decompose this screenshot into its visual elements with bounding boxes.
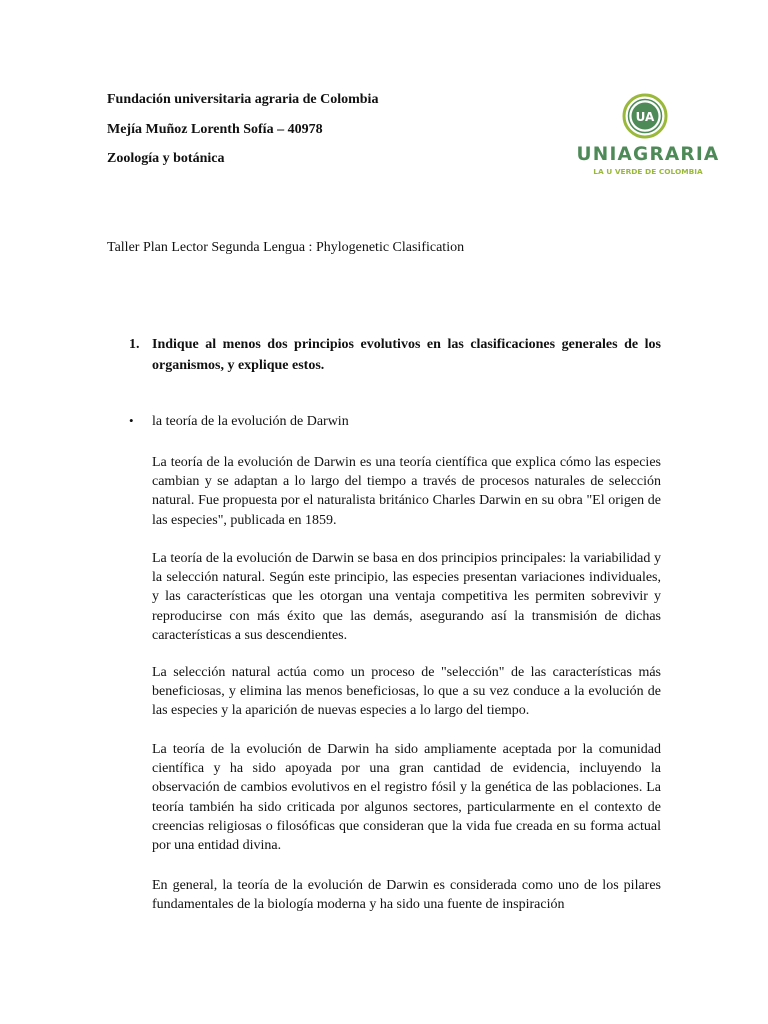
student-name: Mejía Muñoz Lorenth Sofía – 40978	[107, 122, 323, 137]
question-number: 1.	[129, 337, 140, 352]
question-1	[129, 334, 661, 376]
paragraph: La teoría de la evolución de Darwin se basa en dos principios principales: la variabilidad y la selección natural. Según este principio, las especies presentan variaciones individuales, y las características que les otorgan una ventaja competitiva les permiten sobrevivir y reproducirse con más éxito que las demás, asegurando así la transmisión de dichas características a sus descendientes.	[152, 551, 661, 643]
logo-wordmark: UNIAGRARIA	[576, 144, 720, 165]
institution-name: Fundación universitaria agraria de Colombia	[107, 92, 379, 107]
logo-tagline: LA U VERDE DE COLOMBIA	[593, 167, 703, 176]
paragraph: La teoría de la evolución de Darwin ha sido ampliamente aceptada por la comunidad científica y ha sido apoyada por una gran cantidad de evidencia, incluyendo la observación de cambios evolutivos en el registro fósil y la genética de las poblaciones. La teoría también ha sido criticada por algunos sectores, particularmente en el contexto de creencias religiosas o filosóficas que consideran que la vida fue creada en su forma actual por una entidad divina.	[152, 742, 661, 854]
paragraph: La teoría de la evolución de Darwin es una teoría científica que explica cómo las especies cambian y se adaptan a lo largo del tiempo a través de procesos naturales de selección natural. Fue propuesta por el naturalista británico Charles Darwin en su obra "El origen de las especies", publicada en 1859.	[152, 455, 661, 528]
bullet-text: la teoría de la evolución de Darwin	[152, 414, 349, 429]
logo-badge-text: UA	[635, 110, 655, 124]
paragraph: En general, la teoría de la evolución de Darwin es considerada como uno de los pilares fundamentales de la biología moderna y ha sido una fuente de inspiración	[152, 878, 661, 913]
paragraph: La selección natural actúa como un proceso de "selección" de las características más beneficiosas, y elimina las menos beneficiosas, lo que a su vez conduce a la evolución de las especies y la aparición de nuevas especies a lo largo del tiempo.	[152, 665, 661, 719]
bullet-icon: •	[129, 413, 134, 428]
logo-badge-icon	[575, 92, 725, 152]
question-text: Indique al menos dos principios evolutivos en las clasificaciones generales de los organismos, y explique estos.	[152, 337, 661, 373]
uniagraria-logo	[575, 92, 725, 182]
course-name: Zoología y botánica	[107, 151, 225, 166]
assignment-title: Taller Plan Lector Segunda Lengua : Phylogenetic Clasification	[107, 240, 465, 255]
